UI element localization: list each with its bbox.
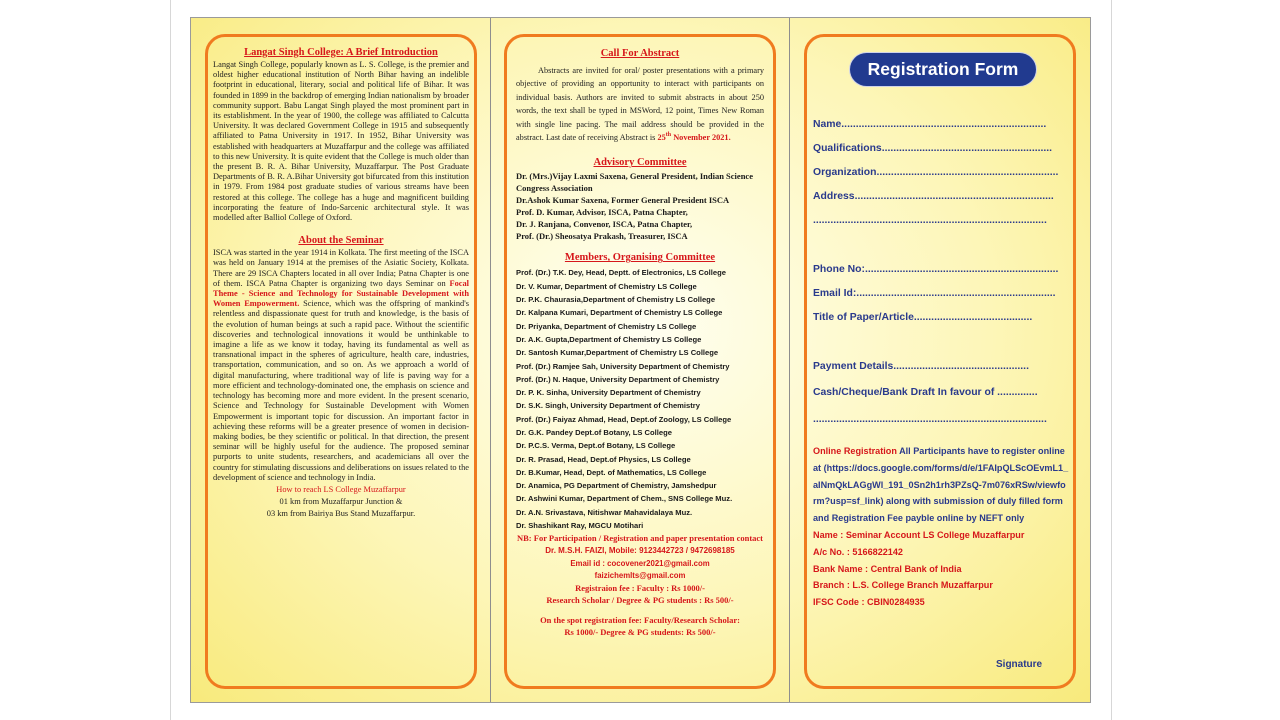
committee-member: Dr. Santosh Kumar,Department of Chemistry LS College [516,348,719,358]
intro-panel [205,34,477,689]
committee-member: Dr. Anamica, PG Department of Chemistry, Jamshedpur [516,481,717,491]
abstract-text [516,64,764,144]
deadline-sup: th [665,132,672,139]
email-1: Email id : cocovener2021@gmail.com [570,559,710,569]
nb-contact: NB: For Participation / Registration and paper presentation contact [516,533,763,544]
committee-member: Dr. Kalpana Kumari, Department of Chemistry LS College [516,308,723,318]
address-line[interactable]: ................................................................................. [813,215,1047,226]
fold-divider [490,18,491,702]
focal-theme: Focal Theme - Science and Technology for Sustainable Development with Women Empowerment. [213,278,470,309]
name-field[interactable]: Name....................................................................... [813,119,1047,130]
seminar-text-part2: Science, which was the offspring of mankind's relentless and dispassionate quest for truth and knowledge, is the basis of the evolution of human beings at such a rapid pace. Without the scientific discoveries and technological innovations it would be unthinkable to imagine a life as we know it today, having its fundamental as well as transnational impact in the spheres of agriculture, health care, industries, transportation, communication, and so on. As we approach a world of digital manufacturing, where traditional way of life is paving way for a more efficient and technology-dominated one, the emphasis on science and technology has becoming more and more evident. In the present scenario, Science and Technology for Sustainable Development with Women Empowerment is important topic for discussion. An important factor in achieving these reforms will be a greater presence of women in decision-making bodies, be they scientific or political. In that direction, the present seminar will be highly useful for the audience. The proposed seminar purports to unite students, researchers, and academicians all over the country for stimulating discussions and deliberations on issues related to the development of science and technology in India. [213,299,470,482]
committee-member: Dr. G.K. Pandey Dept.of Botany, LS College [516,428,672,437]
committee-member: Dr. Priyanka, Department of Chemistry LS College [516,321,697,331]
advisory-heading: Advisory Committee [593,157,687,169]
payment-details-field[interactable]: Payment Details............................................... [813,361,1029,372]
qualifications-field[interactable]: Qualifications........................................................... [813,143,1053,154]
committee-member: Prof. (Dr.) Ramjee Sah, University Department of Chemistry [516,361,730,371]
committee-member: Dr. P.K. Chaurasia,Department of Chemistry LS College [516,295,716,305]
committee-member: Prof. (Dr.) Faiyaz Ahmad, Head, Dept.of Zoology, LS College [516,414,732,424]
seminar-text [213,248,469,483]
committee-member: Prof. (Dr.) T.K. Dey, Head, Deptt. of Electronics, LS College [516,268,726,278]
organization-field[interactable]: Organization............................................................... [813,167,1059,178]
online-text: All Participants have to register online at (https://docs.google.com/forms/d/e/1FAIpQLScOEvmL1_aINmQkLAGgWl_191_0Sn2h1rh3PZsQ-7m076xRSw/viewform?usp=sf_link) along with submission of duly filled form and Registration Fee payble online by NEFT only [813,446,1069,524]
committee-member: Dr. A.K. Gupta,Department of Chemistry LS College [516,334,702,344]
committee-member: Dr. B.Kumar, Head, Dept. of Mathematics, LS College [516,467,707,477]
advisory-member: Prof. D. Kumar, Advisor, ISCA, Patna Chapter, [516,207,688,218]
ifsc-code: IFSC Code : CBIN0284935 [813,597,925,608]
online-registration-info [813,443,1069,611]
cash-cheque-field[interactable]: Cash/Cheque/Bank Draft In favour of .............. [813,387,1038,398]
fold-divider [789,18,790,702]
phone-field[interactable]: Phone No:................................................................... [813,264,1059,275]
intro-text: Langat Singh College, popularly known as L. S. College, is the premier and oldest higher educational institution of North Bihar having an indelible footprint in educational, literary, social and political life of Bihar. It was founded in 1899 in the backdrop of emerging Indian nationalism by broader community support. Babu Langat Singh played the most prominent part in its establishment. In the year of 1900, the college was affiliated to Calcutta University. It was declared Government College in 1915 and subsequently affiliated to Patna University in 1917. In 1952, Bihar University was established with headquarters at Muzaffarpur and the college was affiliated to this new University. It is quite evident that the College is much older than the present B. R. A. Bihar University, Muzaffarpur. The Post Graduate Departments of B. R. A.Bihar University got bifurcated from this institution in 1979. From 1984 post graduate studies of various streams have been restored at this college. The college has a huge and magnificent building incorporating the feature of Indo-Sarcenic architectural style. It was modelled after Balliol College of Oxford. [213,60,469,223]
abstract-deadline [657,133,730,142]
committee-member: Dr. P. K. Sinha, University Department of Chemistry [516,388,701,398]
members-list [516,266,764,532]
reach-line-2: 03 km from Bairiya Bus Stand Muzaffarpur. [266,508,416,518]
advisory-member: Dr. J. Ranjana, Convenor, ISCA, Patna Chapter, [516,219,693,230]
abstract-heading: Call For Abstract [600,48,680,59]
account-number: A/c No. : 5166822142 [813,546,903,557]
registration-title: Registration Form [850,53,1036,86]
advisory-list [516,170,764,242]
registration-panel [804,34,1076,689]
contact-person: Dr. M.S.H. FAIZI, Mobile: 9123442723 / 9472698185 [545,546,735,556]
abstract-panel [504,34,776,689]
spot-fee-1: On the spot registration fee: Faculty/Research Scholar: [540,615,740,626]
paper-title-field[interactable]: Title of Paper/Article......................................... [813,312,1033,323]
committee-member: Dr. V. Kumar, Department of Chemistry LS College [516,281,697,291]
signature-label: Signature [996,659,1043,670]
seminar-text-part1: ISCA was started in the year 1914 in Kolkata. The first meeting of the ISCA was held on January 1914 at the premises of the Asiatic Society, Kolkata. There are 29 ISCA Chapters located in all over India; Patna Chapter is one of them. ISCA Patna Chapter is organizing two days Seminar on [213,248,469,288]
members-heading: Members, Organising Committee [564,252,716,264]
bank-branch: Branch : L.S. College Branch Muzaffarpur [813,580,993,591]
advisory-member: Dr.Ashok Kumar Saxena, Former General President ISCA [516,195,730,206]
committee-member: Dr. Ashwini Kumar, Department of Chem., SNS College Muz. [516,494,733,504]
fee-students: Research Scholar / Degree & PG students : Rs 500/- [546,595,734,606]
committee-member: Dr. Shashikant Ray, MGCU Motihari [516,521,644,531]
address-field[interactable]: Address..................................................................... [813,191,1054,202]
email-2: faizichemlts@gmail.com [594,571,686,581]
abstract-body: Abstracts are invited for oral/ poster presentations with a primary objective of providing an opportunity to interact with participants on individual basis. Authors are invited to submit abstracts in about 250 words, the text shall be typed in MSWord, 12 point, Times New Roman with single line pacing. The mail address should be provided in the abstract. Last date of receiving Abstract is [516,66,764,143]
online-label: Online Registration [813,446,897,456]
account-name: Name : Seminar Account LS College Muzaffarpur [813,529,1025,540]
committee-member: Dr. P.C.S. Verma, Dept.of Botany, LS College [516,441,676,451]
email-field[interactable]: Email Id:..................................................................... [813,288,1056,299]
cash-cheque-line[interactable]: ................................................................................. [813,414,1047,425]
brochure [190,17,1091,703]
advisory-member: Prof. (Dr.) Sheosatya Prakash, Treasurer, ISCA [516,231,688,242]
deadline-rest: November 2021. [673,133,731,143]
reach-line-1: 01 km from Muzaffarpur Junction & [279,496,403,506]
advisory-member: Dr. (Mrs.)Vijay Laxmi Saxena, General President, Indian Science Congress Association [516,171,753,194]
spot-fee-2: Rs 1000/- Degree & PG students: Rs 500/- [564,627,716,638]
deadline-day: 25 [657,133,666,143]
bank-name: Bank Name : Central Bank of India [813,563,962,574]
committee-member: Prof. (Dr.) N. Haque, University Department of Chemistry [516,374,720,384]
seminar-heading: About the Seminar [298,235,384,247]
committee-member: Dr. R. Prasad, Head, Dept.of Physics, LS College [516,454,691,464]
committee-member: Dr. A.N. Srivastava, Nitishwar Mahavidalaya Muz. [516,507,693,517]
how-to-reach: How to reach LS College Muzaffarpur [276,484,406,494]
fee-faculty: Registraion fee : Faculty : Rs 1000/- [575,583,705,594]
committee-member: Dr. S.K. Singh, University Department of Chemistry [516,401,700,411]
intro-heading: Langat Singh College: A Brief Introduction [244,47,438,58]
